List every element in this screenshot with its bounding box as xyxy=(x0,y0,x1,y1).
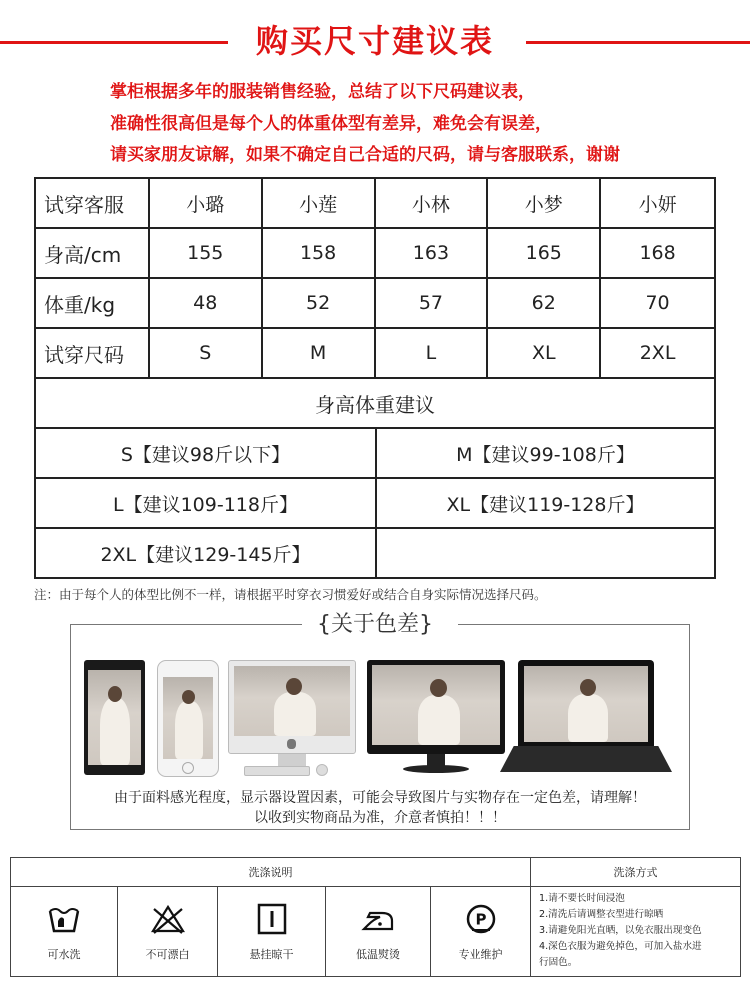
row-label-weight: 体重/kg xyxy=(36,279,150,327)
table-row xyxy=(36,279,714,329)
row-label-tester: 试穿客服 xyxy=(36,179,150,227)
table-cell: S xyxy=(150,329,263,377)
color-diff-line-1: 由于面料感光程度，显示器设置因素，可能会导致图片与实物存在一定色差，请理解！ xyxy=(114,790,646,806)
size-note: 注：由于每个人的体型比例不一样，请根据平时穿衣习惯爱好或结合自身实际情况选择尺码。 xyxy=(34,587,547,602)
table-cell: 52 xyxy=(263,279,376,327)
suggestion-xl: XL【建议119-128斤】 xyxy=(446,493,645,516)
wash-label: 悬挂晾干 xyxy=(249,948,294,961)
hang-dry-icon xyxy=(254,903,290,935)
no-bleach-icon xyxy=(150,903,186,935)
washing-header-left: 洗涤说明 xyxy=(11,858,531,887)
table-cell: 小梦 xyxy=(488,179,601,227)
monitor-icon xyxy=(367,660,505,776)
table-cell: 165 xyxy=(488,229,601,277)
table-cell: L xyxy=(376,329,489,377)
imac-icon xyxy=(228,660,356,778)
table-row xyxy=(36,479,714,529)
wash-item-low-iron xyxy=(326,887,431,976)
color-diff-border-bottom xyxy=(70,829,690,830)
washing-step: 1.请不要长时间浸泡 xyxy=(539,893,625,904)
table-cell: 62 xyxy=(488,279,601,327)
hand-wash-icon xyxy=(46,903,82,935)
wash-item-hang-dry xyxy=(218,887,326,976)
table-row xyxy=(36,429,714,479)
table-cell: 小林 xyxy=(376,179,489,227)
suggestion-s: S【建议98斤以下】 xyxy=(36,429,377,477)
row-label-size: 试穿尺码 xyxy=(36,329,150,377)
table-cell: 163 xyxy=(376,229,489,277)
washing-table xyxy=(10,857,741,977)
table-cell: 小妍 xyxy=(638,193,677,216)
laptop-icon xyxy=(500,660,672,776)
table-row xyxy=(36,229,714,279)
table-row xyxy=(36,529,714,577)
wash-item-no-bleach xyxy=(118,887,218,976)
suggestion-m: M【建议99-108斤】 xyxy=(456,443,635,466)
intro-line-2: 准确性很高但是每个人的体重体型有差异，难免会有误差， xyxy=(110,114,552,134)
dry-clean-icon xyxy=(463,903,499,935)
page-title: 购买尺寸建议表 xyxy=(255,22,494,60)
washing-header-right: 洗涤方式 xyxy=(531,858,740,887)
table-row xyxy=(36,329,714,379)
suggestion-2xl: 2XL【建议129-145斤】 xyxy=(36,529,377,577)
table-cell: 168 xyxy=(639,242,676,264)
table-cell: 158 xyxy=(263,229,376,277)
washing-step: 2.清洗后请调整衣型进行晾晒 xyxy=(539,909,664,920)
svg-text:P: P xyxy=(475,910,486,929)
table-cell: 2XL xyxy=(639,342,676,364)
table-cell: XL xyxy=(488,329,601,377)
iphone-icon xyxy=(157,660,219,777)
table-cell: 小莲 xyxy=(263,179,376,227)
table-cell: 57 xyxy=(376,279,489,327)
table-cell: M xyxy=(263,329,376,377)
table-cell: 70 xyxy=(645,292,670,314)
phone-icon xyxy=(84,660,145,775)
washing-step: 行固色。 xyxy=(539,957,578,968)
table-row xyxy=(36,179,714,229)
suggest-title: 身高体重建议 xyxy=(315,392,435,417)
washing-step: 3.请避免阳光直晒，以免衣服出现变色 xyxy=(539,925,702,936)
suggestion-l: L【建议109-118斤】 xyxy=(36,479,377,527)
size-table xyxy=(34,177,716,579)
intro-line-1: 掌柜根据多年的服装销售经验，总结了以下尺码建议表， xyxy=(110,82,535,102)
wash-label: 可水洗 xyxy=(47,948,81,961)
wash-label: 不可漂白 xyxy=(145,948,190,961)
washing-step: 4.深色衣服为避免掉色，可加入盐水进 xyxy=(539,941,702,952)
table-row xyxy=(36,379,714,429)
table-cell: 48 xyxy=(150,279,263,327)
wash-label: 专业维护 xyxy=(458,948,503,961)
low-iron-icon xyxy=(360,903,396,935)
color-diff-title: {关于色差} xyxy=(317,612,433,637)
color-diff-line-2: 以收到实物商品为准，介意者慎拍！！！ xyxy=(254,810,506,826)
table-cell: 小璐 xyxy=(150,179,263,227)
table-cell: 155 xyxy=(150,229,263,277)
washing-steps xyxy=(531,887,740,976)
wash-item-hand-wash xyxy=(11,887,118,976)
wash-item-dry-clean xyxy=(431,887,531,976)
row-label-height: 身高/cm xyxy=(36,229,150,277)
empty-cell xyxy=(377,529,714,577)
wash-label: 低温熨烫 xyxy=(356,948,400,961)
intro-line-3: 请买家朋友谅解，如果不确定自己合适的尺码，请与客服联系，谢谢 xyxy=(110,145,620,165)
